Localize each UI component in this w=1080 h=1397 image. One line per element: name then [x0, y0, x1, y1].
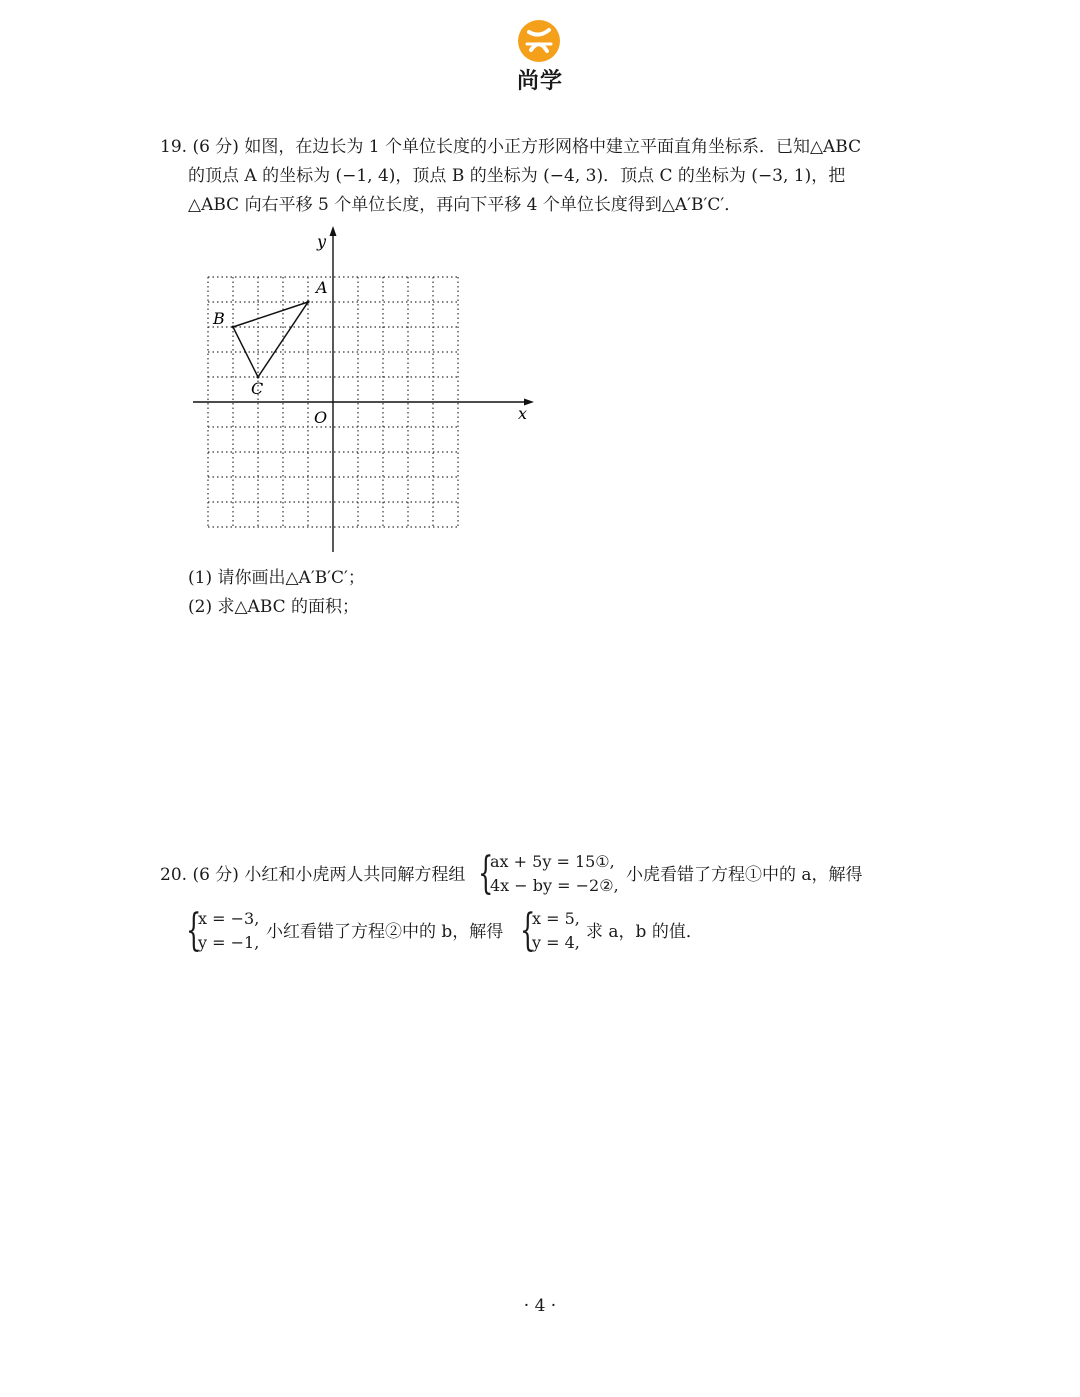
q20-solution2: [520, 907, 590, 957]
point-label-b: B: [213, 309, 225, 328]
q20-eq2: 4x − by = −2②,: [490, 876, 619, 895]
point-label-c: C: [251, 379, 264, 398]
q20-sol1-x: x = −3,: [198, 909, 260, 928]
q20-mid1: 小虎看错了方程①中的 a，解得: [626, 865, 863, 885]
q19-line2: 的顶点 A 的坐标为 (−1, 4)，顶点 B 的坐标为 (−4, 3)．顶点 C 的坐标为 (−3, 1)，把: [188, 166, 846, 186]
q19-sub1: (1) 请你画出△A′B′C′；: [188, 568, 365, 588]
q20-sol2-x: x = 5,: [532, 909, 580, 928]
y-axis-label: y: [317, 232, 327, 251]
point-b: [232, 326, 235, 329]
q20-sol2-y: y = 4,: [532, 933, 580, 952]
q20-sol1-y: y = −1,: [198, 933, 260, 952]
origin-label: O: [314, 408, 328, 427]
point-label-a: A: [316, 278, 328, 297]
brace-glyph: {: [186, 905, 202, 956]
q19-line3: △ABC 向右平移 5 个单位长度，再向下平移 4 个单位长度得到△A′B′C′．: [188, 195, 742, 215]
triangle-abc: [233, 302, 308, 377]
page-number: · 4 ·: [523, 1296, 557, 1316]
q19-line1: 19. (6 分) 如图，在边长为 1 个单位长度的小正方形网格中建立平面直角坐标系．已知△ABC: [160, 137, 862, 157]
brace-glyph: {: [520, 905, 536, 956]
chart-marks: [212, 278, 328, 398]
x-axis-label: x: [518, 404, 528, 423]
logo-icon: [518, 20, 560, 62]
q20-intro: 20. (6 分) 小红和小虎两人共同解方程组: [160, 865, 466, 885]
q20-eq1: ax + 5y = 15①,: [490, 852, 615, 871]
logo-text: 尚学: [516, 69, 563, 94]
q20-tail: 求 a，b 的值．: [586, 922, 703, 942]
point-a: [307, 301, 310, 304]
q20-equation-system: [478, 850, 618, 900]
coordinate-grid-chart: [185, 225, 545, 560]
logo: [500, 18, 580, 94]
q19-sub2: (2) 求△ABC 的面积；: [188, 597, 360, 617]
q20-solution1: [186, 907, 266, 957]
y-axis-arrow: [330, 226, 337, 236]
brace-glyph: {: [478, 848, 494, 899]
q20-mid2: 小红看错了方程②中的 b，解得: [266, 922, 504, 942]
axes: [193, 226, 534, 552]
